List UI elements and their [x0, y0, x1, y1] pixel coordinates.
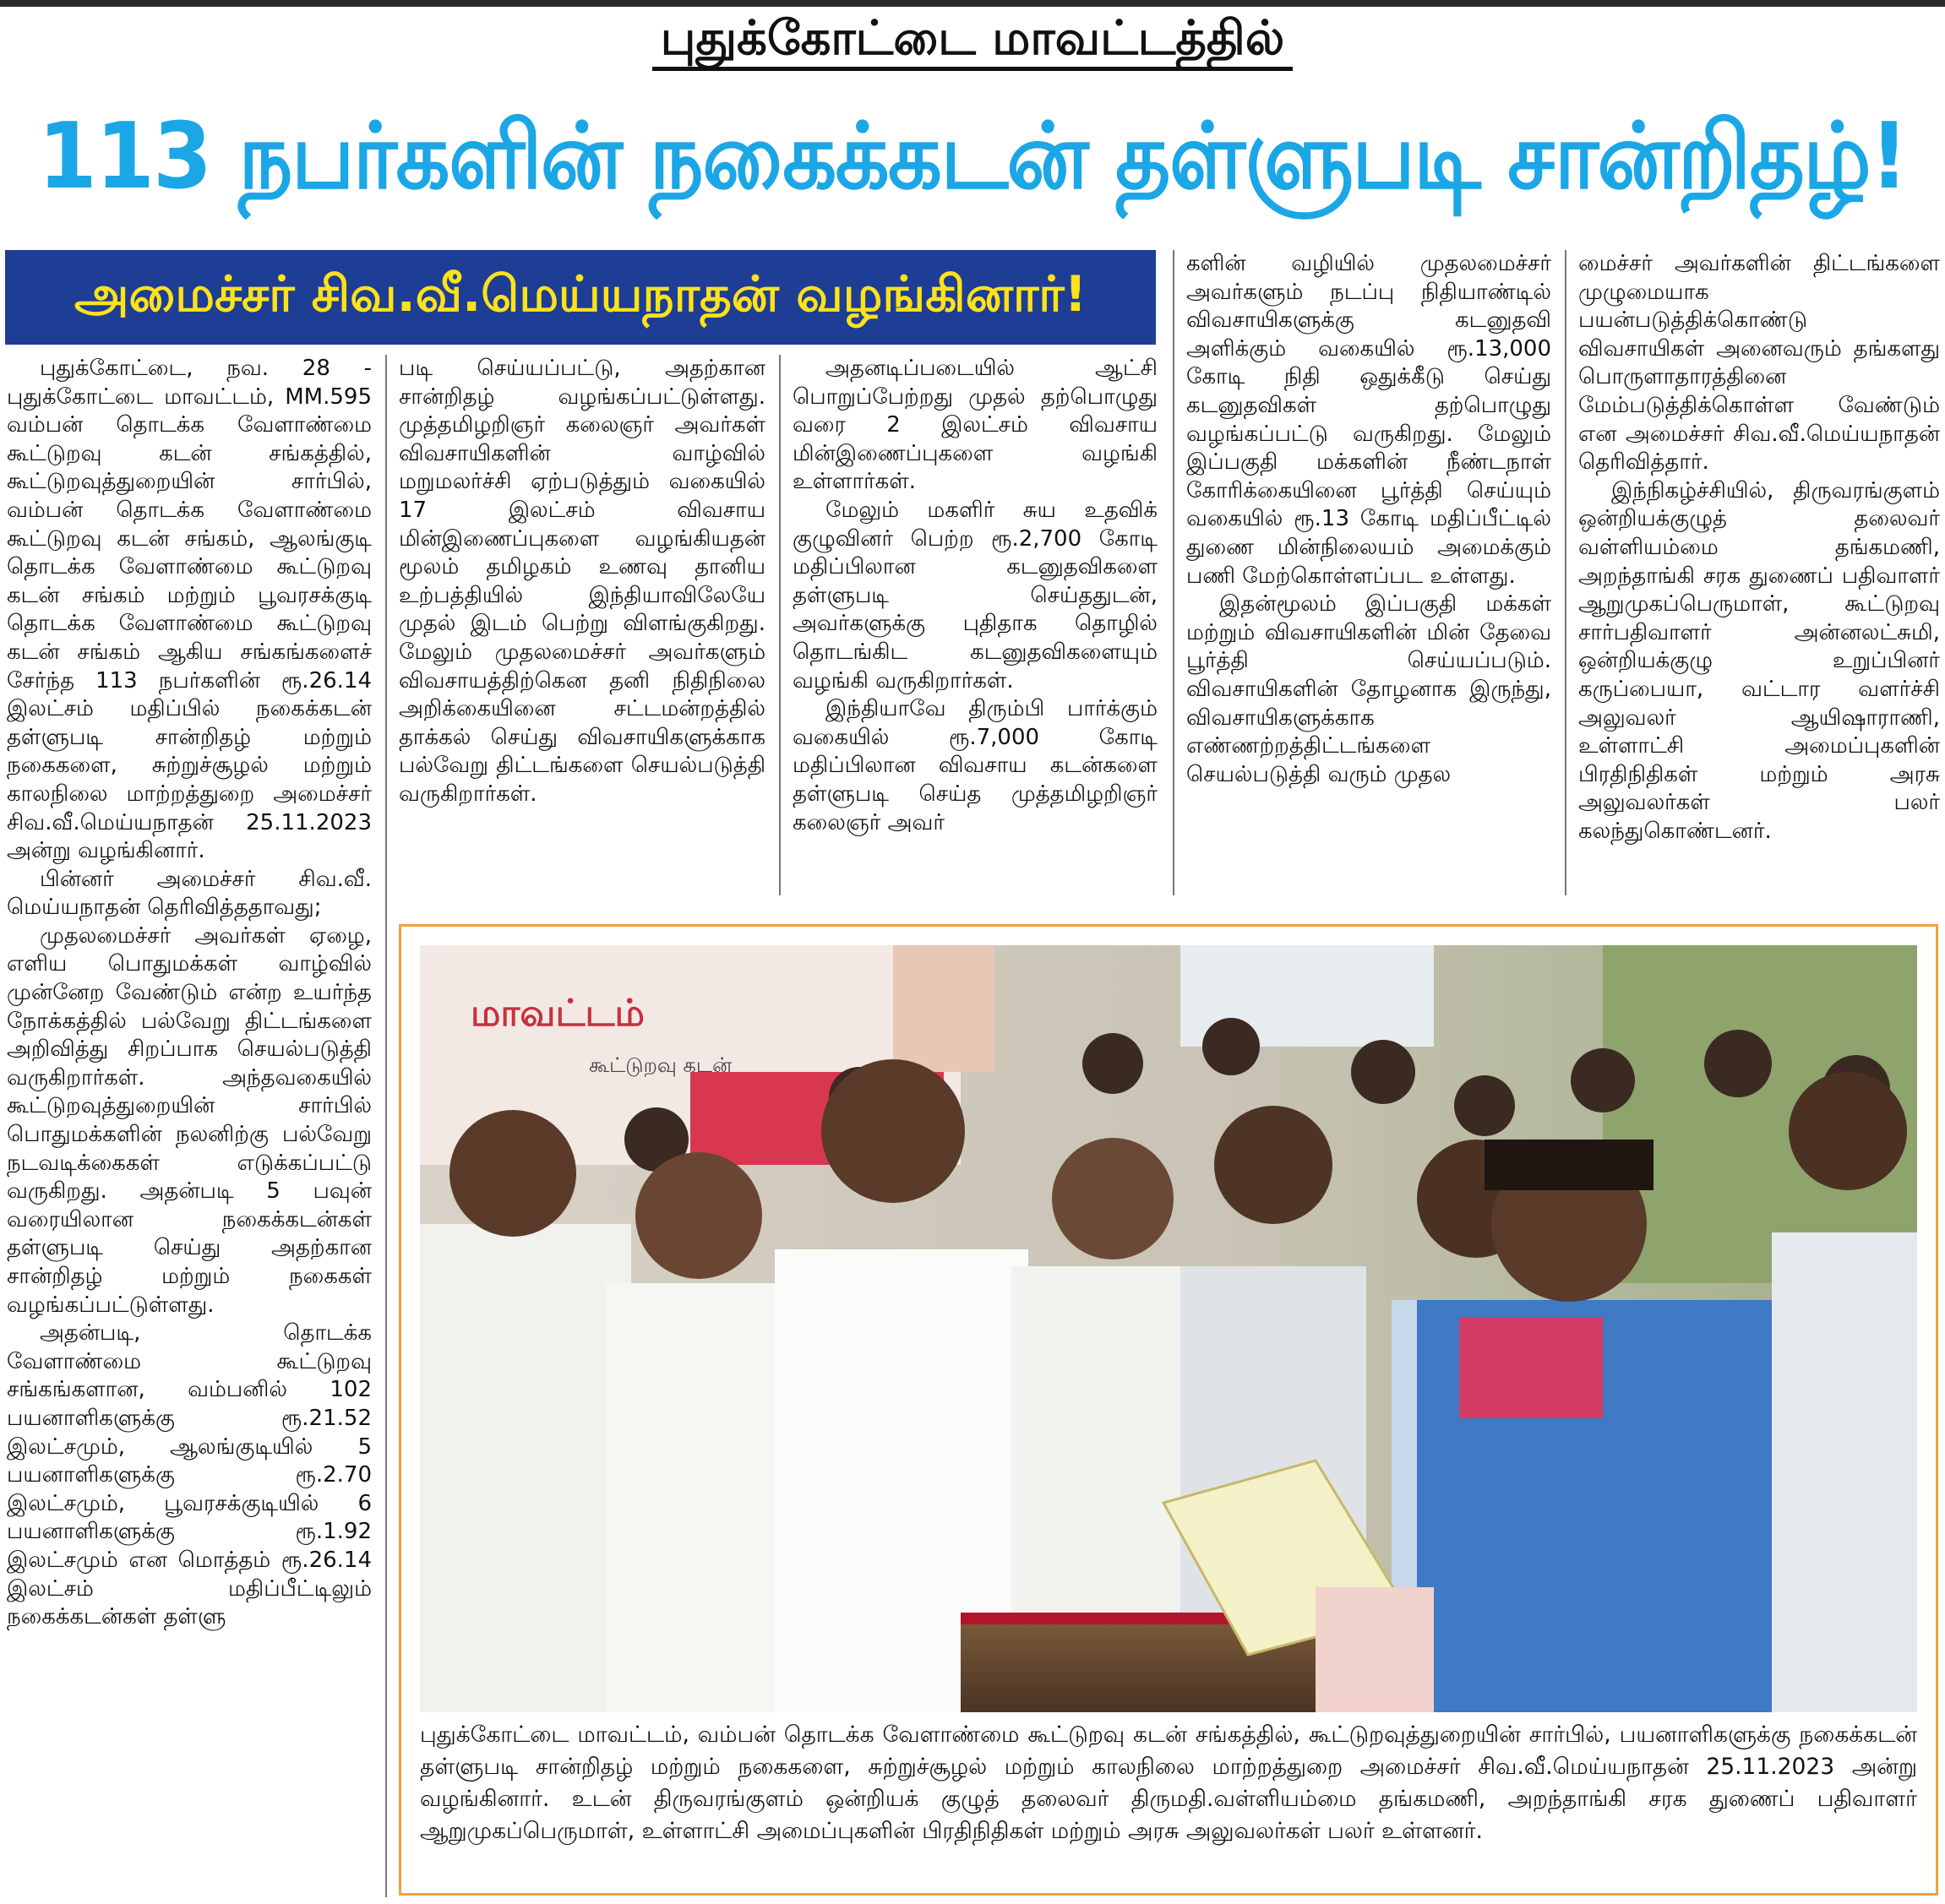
- banner-portrait: [893, 945, 994, 1072]
- subheadline-text: அமைச்சர் சிவ.வீ.மெய்யநாதன் வழங்கினார்!: [74, 265, 1087, 323]
- paragraph: களின் வழியில் முதலமைச்சர் அவர்களும் நடப்பு நிதியாண்டில் விவசாயிகளுக்கு கடனுதவி அளிக்கும் வகையில் ரூ.13,000 கோடி நிதி ஒதுக்கீடு செய்து கடனுதவிகள் தற்பொழுது வழங்கப்பட்டு வருகிறது. மேலும் இப்பகுதி மக்களின் நீண்டநாள் கோரிக்கையினை பூர்த்தி செய்யும் வகையில் ரூ.13 கோடி மதிப்பீட்டில் துணை மின்நிலையம் அமைக்கும் பணி மேற்கொள்ளப்பட உள்ளது.: [1186, 251, 1551, 589]
- article-column-1: [7, 355, 372, 1901]
- column-divider: [1565, 250, 1566, 895]
- paragraph: பின்னர் அமைச்சர் சிவ.வீ. மெய்யநாதன் தெரிவித்ததாவது;: [7, 866, 372, 921]
- news-photo: [420, 945, 1917, 1712]
- paragraph: அதனடிப்படையில் ஆட்சி பொறுப்பேற்றது முதல் தற்பொழுது வரை 2 இலட்சம் விவசாய மின்இணைப்புகளை வழங்கி உள்ளார்கள்.: [793, 356, 1158, 495]
- paragraph: மைச்சர் அவர்களின் திட்டங்களை முழுமையாக பயன்படுத்திக்கொண்டு விவசாயிகள் அனைவரும் தங்களது பொருளாதாரத்தினை மேம்படுத்திக்கொள்ள வேண்டும் என அமைச்சர் சிவ.வீ.மெய்யநாதன் தெரிவித்தார்.: [1578, 251, 1940, 476]
- column-divider: [385, 355, 387, 1897]
- paragraph: முதலமைச்சர் அவர்கள் ஏழை, எளிய பொதுமக்கள் வாழ்வில் முன்னேற வேண்டும் என்ற உயர்ந்த நோக்கத்தில் பல்வேறு திட்டங்களை அறிவித்து சிறப்பாக செயல்படுத்தி வருகிறார்கள். அந்தவகையில் கூட்டுறவுத்துறையின் சார்பில் பொதுமக்களின் நலனிற்கு பல்வேறு நடவடிக்கைகள் எடுக்கப்பட்டு வருகிறது. அதன்படி 5 பவுன் வரையிலான நகைக்கடன்கள் தள்ளுபடி செய்து அதற்கான சான்றிதழ் மற்றும் நகைகள் வழங்கப்பட்டுள்ளது.: [7, 922, 372, 1318]
- headline: 113 நபர்களின் நகைக்கடன் தள்ளுபடி சான்றிதழ்!: [38, 104, 1907, 209]
- paragraph: இதன்மூலம் இப்பகுதி மக்கள் மற்றும் விவசாயிகளின் மின் தேவை பூர்த்தி செய்யப்படும். விவசாயிகளின் தோழனாக இருந்து, விவசாயிகளுக்காக எண்ணற்றத்திட்டங்களை செயல்படுத்தி வரும் முதல: [1186, 591, 1551, 787]
- photo-frame: [399, 924, 1938, 1896]
- paragraph: இந்தியாவே திரும்பி பார்க்கும் வகையில் ரூ.7,000 கோடி மதிப்பிலான விவசாய கடன்களை தள்ளுபடி செய்த முத்தமிழறிஞர் கலைஞர் அவர்: [793, 696, 1158, 835]
- top-rule: [0, 0, 1945, 7]
- banner-text: மாவட்டம்: [471, 992, 645, 1035]
- article-column-2: [399, 355, 765, 895]
- article-column-4: [1186, 250, 1551, 895]
- column-divider: [779, 355, 781, 895]
- banner-subtext: கூட்டுறவு கடன்: [589, 1053, 733, 1077]
- gift-bag: [1316, 1587, 1434, 1712]
- paragraph: புதுக்கோட்டை, நவ. 28 - புதுக்கோட்டை மாவட்டம், MM.595 வம்பன் தொடக்க வேளாண்மை கூட்டுறவு கடன் சங்கத்தில், கூட்டுறவுத்துறையின் சார்பில், வம்பன் தொடக்க வேளாண்மை கூட்டுறவு கடன் சங்கம், ஆலங்குடி தொடக்க வேளாண்மை கூட்டுறவு கடன் சங்கம் மற்றும் பூவரசக்குடி தொடக்க வேளாண்மை கூட்டுறவு கடன் சங்கம் ஆகிய சங்கங்களைச் சேர்ந்த 113 நபர்களின் ரூ.26.14 இலட்சம் மதிப்பில் நகைக்கடன் தள்ளுபடி சான்றிதழ் மற்றும் நகைகளை, சுற்றுச்சூழல் மற்றும் காலநிலை மாற்றத்துறை அமைச்சர் சிவ.வீ.மெய்யநாதன் 25.11.2023 அன்று வழங்கினார்.: [7, 356, 372, 864]
- paragraph: அதன்படி, தொடக்க வேளாண்மை கூட்டுறவு சங்கங்களான, வம்பனில் 102 பயனாளிகளுக்கு ரூ.21.52 இலட்சமும், ஆலங்குடியில் 5 பயனாளிகளுக்கு ரூ.2.70 இலட்சமும், பூவரசக்குடியில் 6 பயனாளிகளுக்கு ரூ.1.92 இலட்சமும் என மொத்தம் ரூ.26.14 இலட்சம் மதிப்பீட்டிலும் நகைக்கடன்கள் தள்ளு: [7, 1320, 372, 1630]
- article-column-5: [1578, 250, 1940, 895]
- kicker: [0, 12, 1945, 71]
- paragraph: படி செய்யப்பட்டு, அதற்கான சான்றிதழ் வழங்கப்பட்டுள்ளது. முத்தமிழறிஞர் கலைஞர் அவர்கள் விவசாயிகளின் வாழ்வில் மறுமலர்ச்சி ஏற்படுத்தும் வகையில் 17 இலட்சம் விவசாய மின்இணைப்புகளை வழங்கியதன் மூலம் தமிழகம் உணவு தானிய உற்பத்தியில் இந்தியாவிலேயே முதல் இடம் பெற்று விளங்குகிறது. மேலும் முதலமைச்சர் அவர்களும் விவசாயத்திற்கென தனி நிதிநிலை அறிக்கையினை சட்டமன்றத்தில் தாக்கல் செய்து விவசாயிகளுக்காக பல்வேறு திட்டங்களை செயல்படுத்தி வருகிறார்கள்.: [399, 356, 765, 807]
- photo-caption: புதுக்கோட்டை மாவட்டம், வம்பன் தொடக்க வேளாண்மை கூட்டுறவு கடன் சங்கத்தில், கூட்டுறவுத்துறையின் சார்பில், பயனாளிகளுக்கு நகைக்கடன் தள்ளுபடி சான்றிதழ் மற்றும் நகைகளை, சுற்றுச்சூழல் மற்றும் காலநிலை மாற்றத்துறை அமைச்சர் சிவ.வீ.மெய்யநாதன் 25.11.2023 அன்று வழங்கினார். உடன் திருவரங்குளம் ஒன்றியக் குழுத் தலைவர் திருமதி.வள்ளியம்மை தங்கமணி, அறந்தாங்கி சரக துணைப் பதிவாளர் ஆறுமுகப்பெருமாள், உள்ளாட்சி அமைப்புகளின் பிரதிநிதிகள் மற்றும் அரசு அலுவலர்கள் பலர் உள்ளனர்.: [420, 1722, 1917, 1844]
- article-column-3: [793, 355, 1158, 895]
- kicker-text: புதுக்கோட்டை மாவட்டத்தில்: [652, 13, 1293, 71]
- subheadline-banner: [5, 250, 1156, 345]
- paragraph: மேலும் மகளிர் சுய உதவிக் குழுவினர் பெற்ற ரூ.2,700 கோடி மதிப்பிலான கடனுதவிகளை தள்ளுபடி செய்ததுடன், அவர்களுக்கு புதிதாக தொழில் தொடங்கிட கடனுதவிகளையும் வழங்கி வருகிறார்கள்.: [793, 497, 1158, 694]
- paragraph: இந்நிகழ்ச்சியில், திருவரங்குளம் ஒன்றியக்குழுத் தலைவர் வள்ளியம்மை தங்கமணி, அறந்தாங்கி சரக துணைப் பதிவாளர் ஆறுமுகப்பெருமாள், கூட்டுறவு சார்பதிவாளர் அன்னலட்சுமி, ஒன்றியக்குழு உறுப்பினர் கருப்பையா, வட்டார வளர்ச்சி அலுவலர் ஆயிஷாராணி, உள்ளாட்சி அமைப்புகளின் பிரதிநிதிகள் மற்றும் அரசு அலுவலர்கள் பலர் கலந்துகொண்டனர்.: [1578, 477, 1940, 844]
- column-divider: [1173, 250, 1174, 895]
